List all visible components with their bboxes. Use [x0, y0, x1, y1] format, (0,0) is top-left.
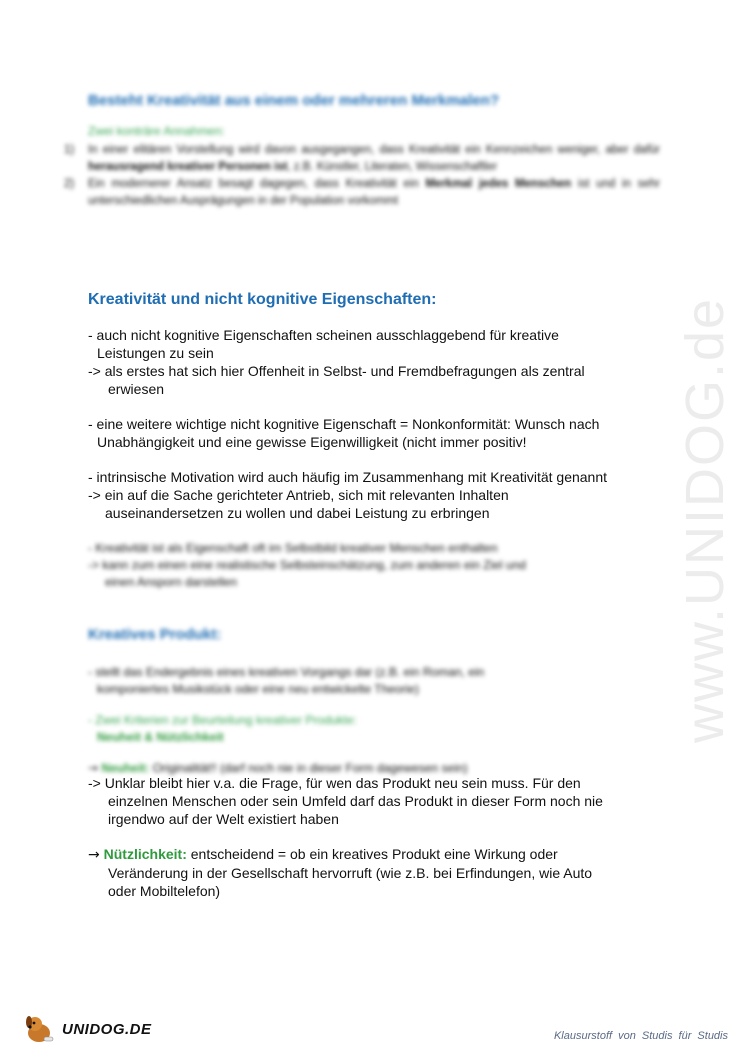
- text-line: oder Mobiltelefon): [108, 883, 221, 899]
- item-text: Ein modernerer Ansatz besagt dagegen, dass Kreativität ein: [88, 178, 426, 190]
- text-line: einzelnen Menschen oder sein Umfeld darf das Produkt in dieser Form noch nie: [108, 793, 603, 809]
- arrow-icon: →: [88, 761, 99, 775]
- text-line: komponiertes Musikstück oder eine neu entwickelte Theorie): [97, 682, 419, 696]
- section-merkmale: [64, 92, 668, 210]
- text-line: - auch nicht kognitive Eigenschaften scheinen ausschlaggebend für kreative: [88, 327, 559, 343]
- nuetzlichkeit-text: entscheidend = ob ein kreatives Produkt eine Wirkung oder: [186, 846, 558, 862]
- section-eigenschaften: [88, 291, 668, 591]
- watermark: www.UNIDOG.de: [675, 296, 735, 744]
- text-line: auseinandersetzen zu wollen und dabei Leistung zu erbringen: [105, 505, 490, 521]
- item-text: In einer elitären Vorstellung wird davon ausgegangen, dass Kreativität ein Kennzeichen weniger, aber dafür: [88, 144, 660, 156]
- footer-tagline: Klausurstoff von Studis für Studis: [553, 1030, 728, 1042]
- text-line: einen Ansporn darstellen: [105, 575, 238, 589]
- text-line: -> Unklar bleibt hier v.a. die Frage, für wen das Produkt neu sein muss. Für den: [88, 775, 581, 791]
- section-heading: Kreatives Produkt:: [88, 626, 222, 643]
- item-text: , z.B. Künstler, Literaten, Wissenschaftler: [287, 161, 498, 173]
- section-produkt: [88, 626, 668, 900]
- section-heading: Kreativität und nicht kognitive Eigenschaften:: [88, 291, 437, 308]
- text-line: -> kann zum einen eine realistische Selbsteinschätzung, zum anderen ein Ziel und: [88, 558, 526, 572]
- section-heading: Besteht Kreativität aus einem oder mehreren Merkmalen?: [88, 92, 499, 109]
- arrow-icon: →: [88, 847, 100, 863]
- text-line: Veränderung in der Gesellschaft hervorruft (wie z.B. bei Erfindungen, wie Auto: [108, 865, 593, 881]
- text-line: - Kreativität ist als Eigenschaft oft im Selbstbild kreativer Menschen enthalten: [88, 541, 498, 555]
- text-line: erwiesen: [108, 381, 165, 397]
- item-bold: Merkmal jedes Menschen: [425, 178, 572, 190]
- text-line: -> als erstes hat sich hier Offenheit in Selbst- und Fremdbefragungen als zentral: [88, 363, 585, 379]
- criteria-names: Neuheit & Nützlichkeit: [97, 730, 224, 744]
- text-line: Leistungen zu sein: [97, 345, 214, 361]
- logo-text: UNIDOG.DE: [62, 1020, 152, 1038]
- text-line: irgendwo auf der Welt existiert haben: [108, 811, 339, 827]
- text-line: Unabhängigkeit und eine gewisse Eigenwilligkeit (nicht immer positiv!: [97, 434, 527, 450]
- unidog-logo[interactable]: [22, 1013, 152, 1045]
- list-item: [64, 176, 660, 210]
- criteria-intro: - Zwei Kriterien zur Beurteilung kreativer Produkte:: [88, 713, 357, 727]
- text-line: - stellt das Endergebnis eines kreativen Vorgangs dar (z.B. ein Roman, ein: [88, 665, 485, 679]
- item-number: 2): [64, 178, 75, 190]
- text-line: -> ein auf die Sache gerichteter Antrieb, sich mit relevanten Inhalten: [88, 487, 509, 503]
- text-line: - intrinsische Motivation wird auch häufig im Zusammenhang mit Kreativität genannt: [88, 469, 608, 485]
- list-item: [64, 142, 660, 176]
- neuheit-text: Originalität!! (darf noch nie in dieser Form dagewesen sein): [149, 761, 468, 775]
- text-line: - eine weitere wichtige nicht kognitive Eigenschaft = Nonkonformität: Wunsch nach: [88, 416, 600, 432]
- item-number: 1): [64, 144, 75, 156]
- neuheit-label: Neuheit:: [101, 761, 150, 775]
- item-text: ist und in sehr unterschiedlichen Ausprägungen in der Population vorkommt: [88, 178, 660, 207]
- dog-icon: [22, 1013, 56, 1045]
- item-bold: herausragend kreativer Personen ist: [88, 161, 288, 173]
- nuetzlichkeit-label: Nützlichkeit:: [103, 846, 187, 862]
- section-subheading: Zwei konträre Annahmen:: [88, 124, 225, 138]
